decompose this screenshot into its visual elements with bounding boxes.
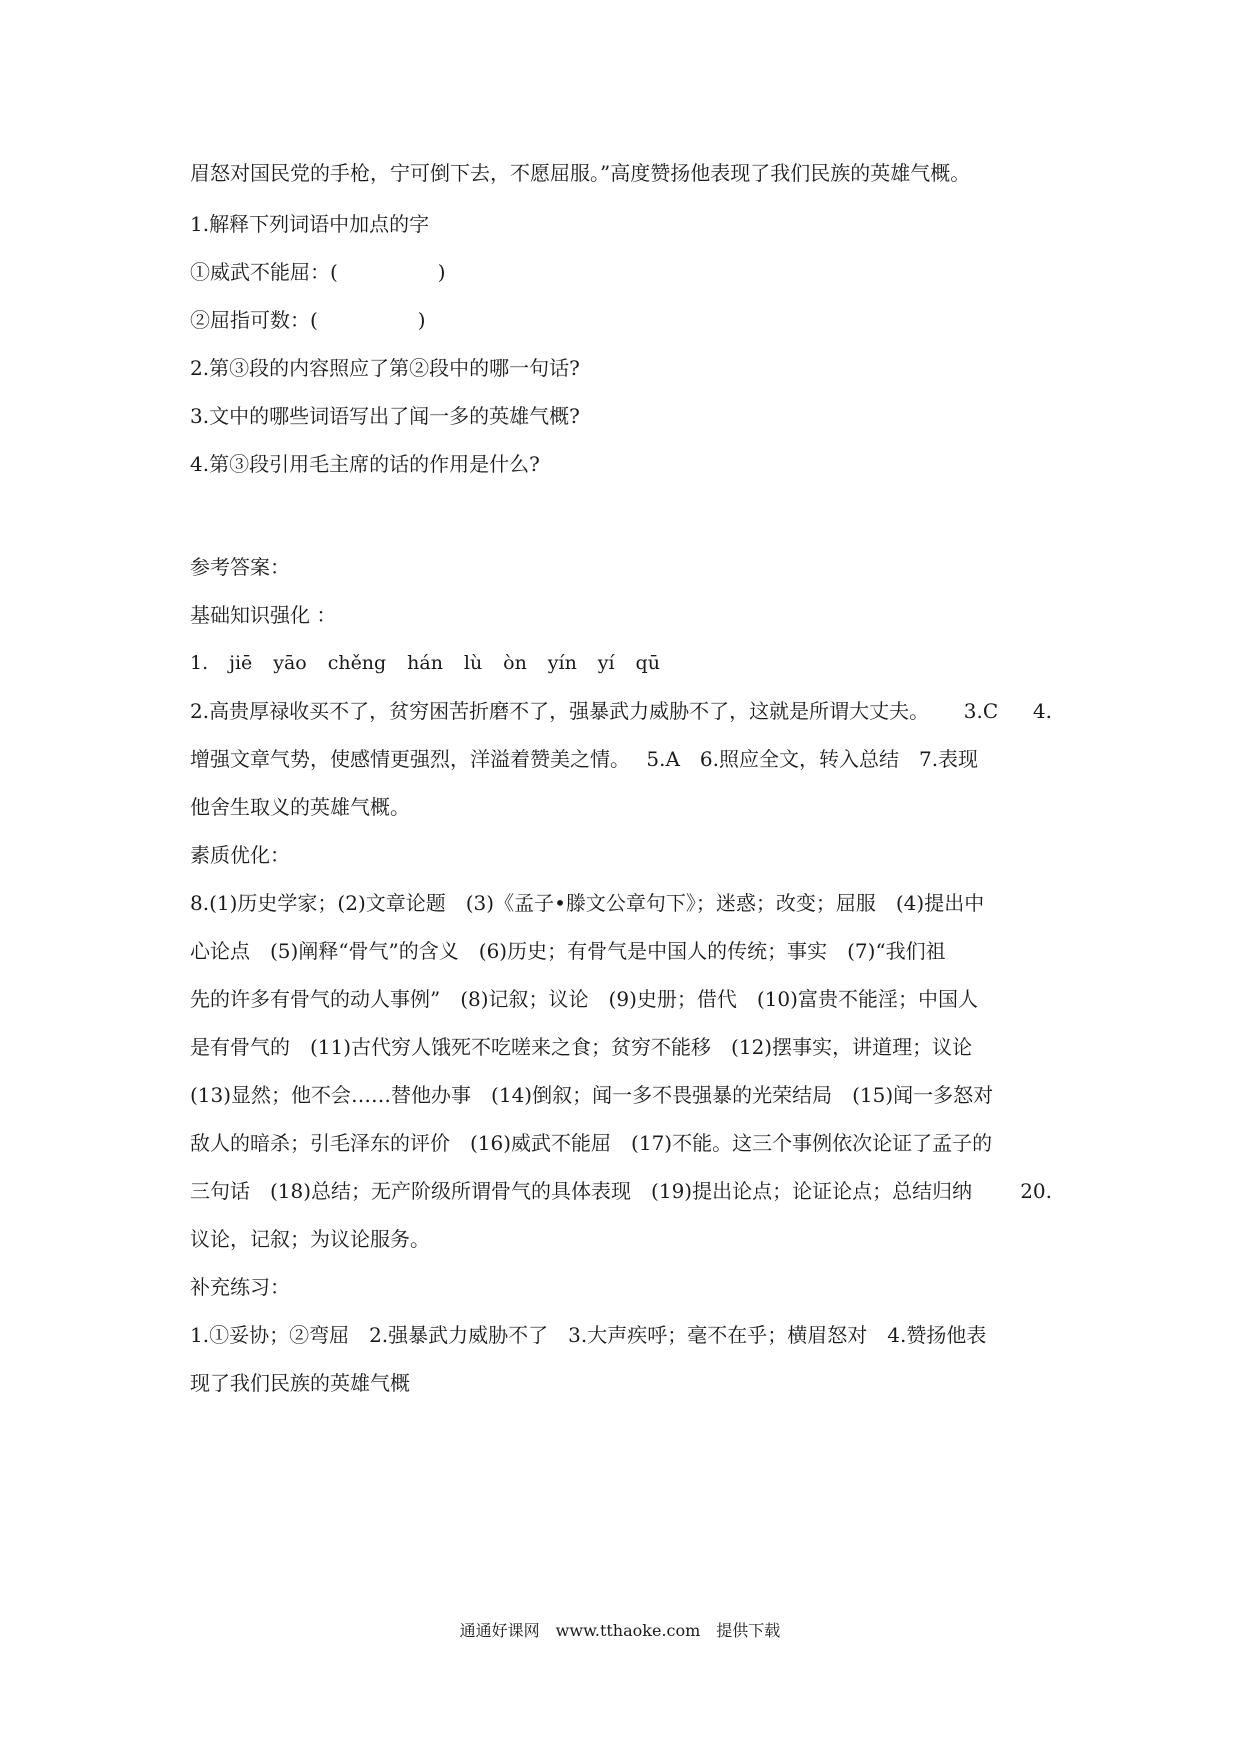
supplement-line-2: 现了我们民族的英雄气概 <box>190 1371 410 1395</box>
quality-line-7-text: 三句话 (18)总结；无产阶级所谓骨气的具体表现 (19)提出论点；论证论点；总结归纳 <box>190 1179 973 1203</box>
answer-line-4: 他舍生取义的英雄气概。 <box>190 795 410 819</box>
quality-line-1: 8.(1)历史学家；(2)文章论题 (3)《孟子•滕文公章句下》；迷惑；改变；屈服 (4)提出中 <box>190 891 985 915</box>
quality-line-2: 心论点 (5)阐释“骨气”的含义 (6)历史；有骨气是中国人的传统；事实 (7)“我们祖 <box>190 939 946 963</box>
question-2: 2.第③段的内容照应了第②段中的哪一句话? <box>190 356 580 380</box>
pinyin-item: 1. <box>190 652 209 674</box>
quality-line-4: 是有骨气的 (11)古代穷人饿死不吃嗟来之食；贫穷不能移 (12)摆事实，讲道理；议论 <box>190 1035 973 1059</box>
pinyin-answer-line <box>190 649 660 677</box>
quality-line-6: 敌人的暗杀；引毛泽东的评价 (16)威武不能屈 (17)不能。这三个事例依次论证了孟子的 <box>190 1131 993 1155</box>
question-1-item-2: ②屈指可数：( ) <box>190 308 426 332</box>
quality-line-7 <box>190 1177 1052 1205</box>
pinyin-item: qū <box>635 652 660 674</box>
answers-heading: 参考答案： <box>190 555 290 579</box>
pinyin-item: chěng <box>327 652 387 674</box>
answer-line-2 <box>190 697 1052 725</box>
pinyin-item: yí <box>597 652 615 674</box>
text-line-1: 眉怒对国民党的手枪，宁可倒下去，不愿屈服。”高度赞扬他表现了我们民族的英雄气概。 <box>190 161 971 185</box>
quality-line-5: (13)显然；他不会……替他办事 (14)倒叙；闻一多不畏强暴的光荣结局 (15)闻一多怒对 <box>190 1083 994 1107</box>
pinyin-item: yāo <box>273 652 307 674</box>
question-1: 1.解释下列词语中加点的字 <box>190 212 430 236</box>
answer-2-text: 2.高贵厚禄收买不了，贫穷困苦折磨不了，强暴武力威胁不了，这就是所谓大丈夫。 <box>190 699 930 723</box>
supplement-line-1: 1.①妥协；②弯屈 2.强暴武力威胁不了 3.大声疾呼；毫不在乎；横眉怒对 4.赞扬他表 <box>190 1323 987 1347</box>
answer-3-text: 3.C <box>963 699 999 723</box>
page-footer: 通通好课网 www.tthaoke.com 提供下载 <box>459 1621 781 1640</box>
section-quality-heading: 素质优化： <box>190 843 290 867</box>
answer-20-label: 20. <box>1020 1179 1052 1203</box>
pinyin-item: hán <box>407 652 443 674</box>
question-4: 4.第③段引用毛主席的话的作用是什么? <box>190 452 540 476</box>
answer-line-3: 增强文章气势，使感情更强烈，洋溢着赞美之情。 5.A 6.照应全文，转入总结 7.表现 <box>190 747 979 771</box>
pinyin-item: jiē <box>229 652 253 674</box>
question-3: 3.文中的哪些词语写出了闻一多的英雄气概? <box>190 404 580 428</box>
quality-line-8: 议论，记叙；为议论服务。 <box>190 1227 430 1251</box>
pinyin-item: yín <box>547 652 577 674</box>
question-1-item-1: ①威武不能屈：( ) <box>190 260 446 284</box>
quality-line-3: 先的许多有骨气的动人事例” (8)记叙；议论 (9)史册；借代 (10)富贵不能淫；中国人 <box>190 987 978 1011</box>
pinyin-item: òn <box>503 652 527 674</box>
answer-4-label: 4. <box>1032 699 1052 723</box>
section-supplement-heading: 补充练习： <box>190 1275 290 1299</box>
section-basic-heading: 基础知识强化 ： <box>190 603 337 627</box>
pinyin-item: lù <box>463 652 483 674</box>
